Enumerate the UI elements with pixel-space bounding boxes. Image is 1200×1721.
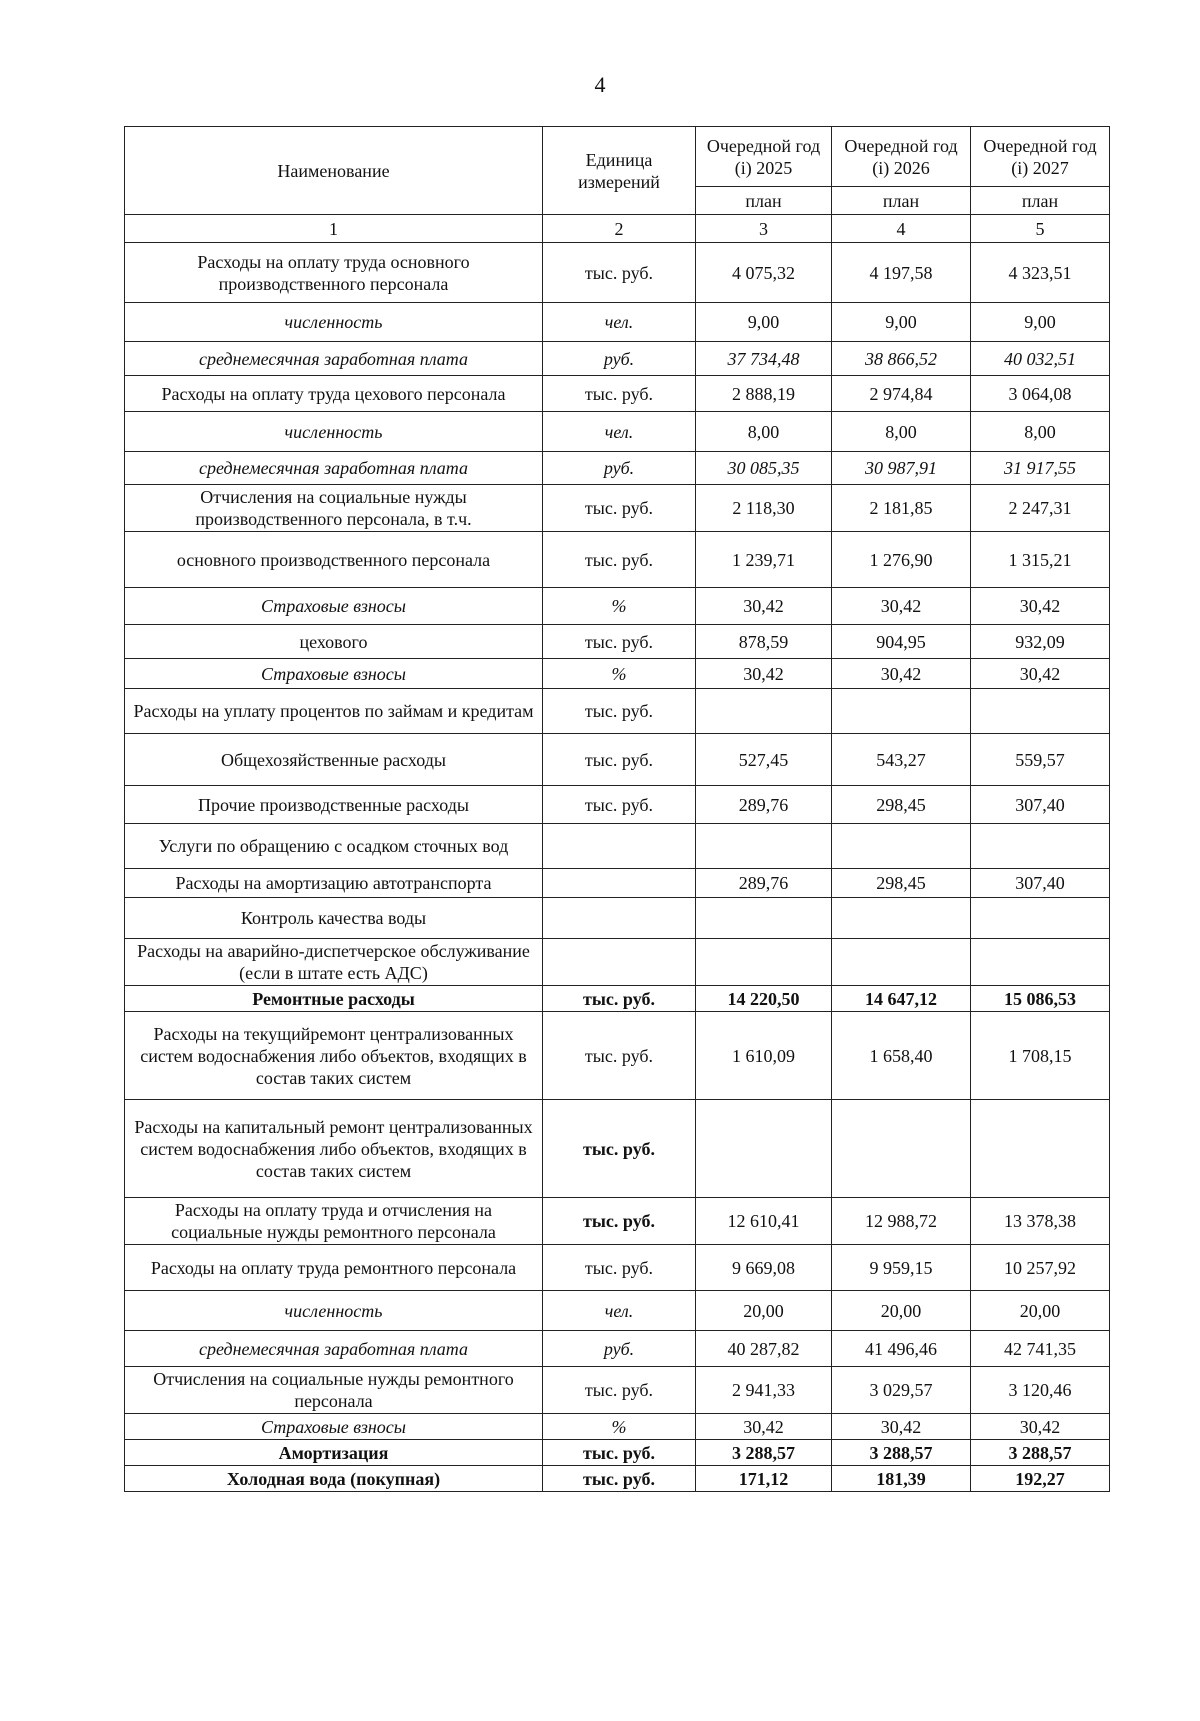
row-unit-cell: тыс. руб. [543, 1100, 696, 1198]
table-row [125, 342, 1110, 376]
row-name-cell: цехового [125, 625, 543, 659]
row-value-2026: 543,27 [832, 734, 971, 786]
row-name-cell: Расходы на оплату труда цехового персонала [125, 376, 543, 412]
table-row [125, 1466, 1110, 1492]
row-value-2027: 20,00 [971, 1291, 1110, 1331]
table-row [125, 376, 1110, 412]
row-value-2025: 4 075,32 [696, 243, 832, 303]
row-value-2026 [832, 824, 971, 869]
header-index: 3 [696, 215, 832, 243]
header-year-2026: Очередной год (i) 2026 [832, 127, 971, 187]
row-value-2027: 3 288,57 [971, 1440, 1110, 1466]
table-row [125, 734, 1110, 786]
row-name-cell: Расходы на оплату труда и отчисления на социальные нужды ремонтного персонала [125, 1198, 543, 1245]
page-number: 4 [594, 72, 606, 97]
header-index: 5 [971, 215, 1110, 243]
row-value-2025: 30 085,35 [696, 452, 832, 485]
row-value-2027 [971, 1100, 1110, 1198]
row-unit-cell: тыс. руб. [543, 625, 696, 659]
row-value-2025: 878,59 [696, 625, 832, 659]
row-value-2027: 40 032,51 [971, 342, 1110, 376]
row-value-2026: 1 276,90 [832, 532, 971, 588]
row-value-2026 [832, 689, 971, 734]
row-value-2027: 31 917,55 [971, 452, 1110, 485]
row-name-cell: Расходы на текущийремонт централизованных систем водоснабжения либо объектов, входящих в состав таких систем [125, 1012, 543, 1100]
row-value-2027: 307,40 [971, 786, 1110, 824]
header-index: 1 [125, 215, 543, 243]
row-value-2025: 289,76 [696, 786, 832, 824]
row-unit-cell: тыс. руб. [543, 734, 696, 786]
table-row [125, 625, 1110, 659]
row-unit-cell [543, 898, 696, 939]
row-value-2025: 2 118,30 [696, 485, 832, 532]
row-value-2027: 1 708,15 [971, 1012, 1110, 1100]
row-value-2025: 3 288,57 [696, 1440, 832, 1466]
row-name-cell: Страховые взносы [125, 659, 543, 689]
row-value-2025: 9,00 [696, 303, 832, 342]
row-value-2025: 8,00 [696, 412, 832, 452]
header-year-2025: Очередной год (i) 2025 [696, 127, 832, 187]
row-value-2026: 1 658,40 [832, 1012, 971, 1100]
row-value-2026: 298,45 [832, 786, 971, 824]
row-unit-cell: тыс. руб. [543, 1198, 696, 1245]
row-value-2026: 20,00 [832, 1291, 971, 1331]
row-name-cell: Расходы на оплату труда ремонтного персонала [125, 1245, 543, 1291]
row-value-2027: 307,40 [971, 869, 1110, 898]
row-value-2025: 14 220,50 [696, 986, 832, 1012]
row-name-cell: Страховые взносы [125, 1414, 543, 1440]
cost-table [124, 126, 1110, 1492]
row-value-2025: 1 610,09 [696, 1012, 832, 1100]
row-unit-cell: тыс. руб. [543, 532, 696, 588]
row-name-cell: среднемесячная заработная плата [125, 452, 543, 485]
row-value-2027: 1 315,21 [971, 532, 1110, 588]
table-row [125, 1012, 1110, 1100]
row-value-2026: 9,00 [832, 303, 971, 342]
row-value-2027: 3 064,08 [971, 376, 1110, 412]
row-value-2027 [971, 898, 1110, 939]
row-name-cell: Расходы на оплату труда основного производственного персонала [125, 243, 543, 303]
row-unit-cell: тыс. руб. [543, 1012, 696, 1100]
row-value-2026: 3 288,57 [832, 1440, 971, 1466]
row-name-cell: Отчисления на социальные нужды производственного персонала, в т.ч. [125, 485, 543, 532]
row-value-2025: 171,12 [696, 1466, 832, 1492]
table-row [125, 939, 1110, 986]
row-unit-cell: тыс. руб. [543, 1245, 696, 1291]
row-value-2027: 3 120,46 [971, 1367, 1110, 1414]
table-row [125, 824, 1110, 869]
row-value-2026: 12 988,72 [832, 1198, 971, 1245]
row-value-2026: 30,42 [832, 1414, 971, 1440]
row-value-2027: 9,00 [971, 303, 1110, 342]
table-row [125, 869, 1110, 898]
row-name-cell: численность [125, 412, 543, 452]
row-value-2026: 4 197,58 [832, 243, 971, 303]
table-row [125, 1440, 1110, 1466]
row-name-cell: Услуги по обращению с осадком сточных вод [125, 824, 543, 869]
table-row [125, 1367, 1110, 1414]
row-value-2027: 15 086,53 [971, 986, 1110, 1012]
row-value-2025: 527,45 [696, 734, 832, 786]
row-value-2026: 298,45 [832, 869, 971, 898]
table-row [125, 659, 1110, 689]
row-value-2026: 9 959,15 [832, 1245, 971, 1291]
row-value-2027 [971, 689, 1110, 734]
row-value-2027: 559,57 [971, 734, 1110, 786]
row-unit-cell: % [543, 588, 696, 625]
row-unit-cell: чел. [543, 1291, 696, 1331]
row-name-cell: Расходы на амортизацию автотранспорта [125, 869, 543, 898]
row-value-2025: 30,42 [696, 1414, 832, 1440]
row-unit-cell: руб. [543, 1331, 696, 1367]
row-value-2026 [832, 898, 971, 939]
row-name-cell: Расходы на капитальный ремонт централизованных систем водоснабжения либо объектов, входящих в состав таких систем [125, 1100, 543, 1198]
row-value-2026: 3 029,57 [832, 1367, 971, 1414]
table-row [125, 786, 1110, 824]
row-unit-cell: руб. [543, 452, 696, 485]
header-plan: план [832, 187, 971, 215]
row-unit-cell: тыс. руб. [543, 1466, 696, 1492]
row-name-cell: среднемесячная заработная плата [125, 342, 543, 376]
table-row [125, 689, 1110, 734]
row-unit-cell: тыс. руб. [543, 986, 696, 1012]
row-value-2025: 12 610,41 [696, 1198, 832, 1245]
row-value-2025 [696, 689, 832, 734]
table-row [125, 412, 1110, 452]
row-unit-cell: тыс. руб. [543, 786, 696, 824]
row-unit-cell: чел. [543, 412, 696, 452]
table-row [125, 303, 1110, 342]
header-index: 4 [832, 215, 971, 243]
row-value-2026: 2 974,84 [832, 376, 971, 412]
table-row [125, 1100, 1110, 1198]
row-value-2025: 30,42 [696, 659, 832, 689]
row-value-2026 [832, 939, 971, 986]
table-row [125, 243, 1110, 303]
row-name-cell: Общехозяйственные расходы [125, 734, 543, 786]
header-plan: план [971, 187, 1110, 215]
row-name-cell: среднемесячная заработная плата [125, 1331, 543, 1367]
table-row [125, 1331, 1110, 1367]
row-value-2025: 2 888,19 [696, 376, 832, 412]
row-value-2026: 181,39 [832, 1466, 971, 1492]
row-value-2025: 9 669,08 [696, 1245, 832, 1291]
row-value-2027: 2 247,31 [971, 485, 1110, 532]
row-unit-cell: руб. [543, 342, 696, 376]
row-value-2025 [696, 898, 832, 939]
row-value-2027: 4 323,51 [971, 243, 1110, 303]
row-name-cell: Холодная вода (покупная) [125, 1466, 543, 1492]
row-value-2025: 20,00 [696, 1291, 832, 1331]
row-name-cell: Страховые взносы [125, 588, 543, 625]
row-value-2026: 41 496,46 [832, 1331, 971, 1367]
row-value-2025: 40 287,82 [696, 1331, 832, 1367]
row-name-cell: Амортизация [125, 1440, 543, 1466]
row-value-2026: 38 866,52 [832, 342, 971, 376]
row-name-cell: Контроль качества воды [125, 898, 543, 939]
row-name-cell: численность [125, 303, 543, 342]
row-value-2027: 30,42 [971, 1414, 1110, 1440]
row-value-2027: 932,09 [971, 625, 1110, 659]
row-value-2027 [971, 824, 1110, 869]
header-unit: Единица измерений [543, 127, 696, 215]
table-row [125, 588, 1110, 625]
table-row [125, 485, 1110, 532]
row-value-2026: 30 987,91 [832, 452, 971, 485]
header-index: 2 [543, 215, 696, 243]
row-value-2027: 30,42 [971, 659, 1110, 689]
header-plan: план [696, 187, 832, 215]
row-value-2025 [696, 939, 832, 986]
row-value-2026: 904,95 [832, 625, 971, 659]
row-value-2025: 37 734,48 [696, 342, 832, 376]
row-unit-cell: тыс. руб. [543, 376, 696, 412]
table-row [125, 452, 1110, 485]
row-name-cell: Ремонтные расходы [125, 986, 543, 1012]
row-value-2027: 30,42 [971, 588, 1110, 625]
row-name-cell: численность [125, 1291, 543, 1331]
row-name-cell: Прочие производственные расходы [125, 786, 543, 824]
row-unit-cell [543, 939, 696, 986]
row-value-2027: 8,00 [971, 412, 1110, 452]
row-value-2027: 192,27 [971, 1466, 1110, 1492]
table-row [125, 1291, 1110, 1331]
table-row [125, 532, 1110, 588]
table-row [125, 1414, 1110, 1440]
table-row [125, 986, 1110, 1012]
row-name-cell: Отчисления на социальные нужды ремонтного персонала [125, 1367, 543, 1414]
row-unit-cell: чел. [543, 303, 696, 342]
header-name: Наименование [125, 127, 543, 215]
row-unit-cell: тыс. руб. [543, 1440, 696, 1466]
row-value-2026: 2 181,85 [832, 485, 971, 532]
row-unit-cell: тыс. руб. [543, 1367, 696, 1414]
row-value-2025 [696, 1100, 832, 1198]
row-value-2025: 1 239,71 [696, 532, 832, 588]
row-value-2026: 30,42 [832, 588, 971, 625]
row-value-2027: 10 257,92 [971, 1245, 1110, 1291]
row-unit-cell: тыс. руб. [543, 243, 696, 303]
row-value-2027 [971, 939, 1110, 986]
table-body [125, 243, 1110, 1492]
row-value-2026: 30,42 [832, 659, 971, 689]
table-row [125, 1245, 1110, 1291]
row-name-cell: Расходы на аварийно-диспетчерское обслуживание (если в штате есть АДС) [125, 939, 543, 986]
row-unit-cell: тыс. руб. [543, 689, 696, 734]
row-value-2025: 30,42 [696, 588, 832, 625]
row-value-2026: 14 647,12 [832, 986, 971, 1012]
row-unit-cell [543, 824, 696, 869]
header-year-2027: Очередной год (i) 2027 [971, 127, 1110, 187]
row-name-cell: Расходы на уплату процентов по займам и кредитам [125, 689, 543, 734]
row-value-2026 [832, 1100, 971, 1198]
row-value-2027: 13 378,38 [971, 1198, 1110, 1245]
table-row [125, 1198, 1110, 1245]
row-value-2025: 289,76 [696, 869, 832, 898]
row-value-2025 [696, 824, 832, 869]
row-unit-cell [543, 869, 696, 898]
row-unit-cell: % [543, 1414, 696, 1440]
row-value-2027: 42 741,35 [971, 1331, 1110, 1367]
table-row [125, 898, 1110, 939]
row-unit-cell: % [543, 659, 696, 689]
row-value-2026: 8,00 [832, 412, 971, 452]
row-value-2025: 2 941,33 [696, 1367, 832, 1414]
row-name-cell: основного производственного персонала [125, 532, 543, 588]
row-unit-cell: тыс. руб. [543, 485, 696, 532]
